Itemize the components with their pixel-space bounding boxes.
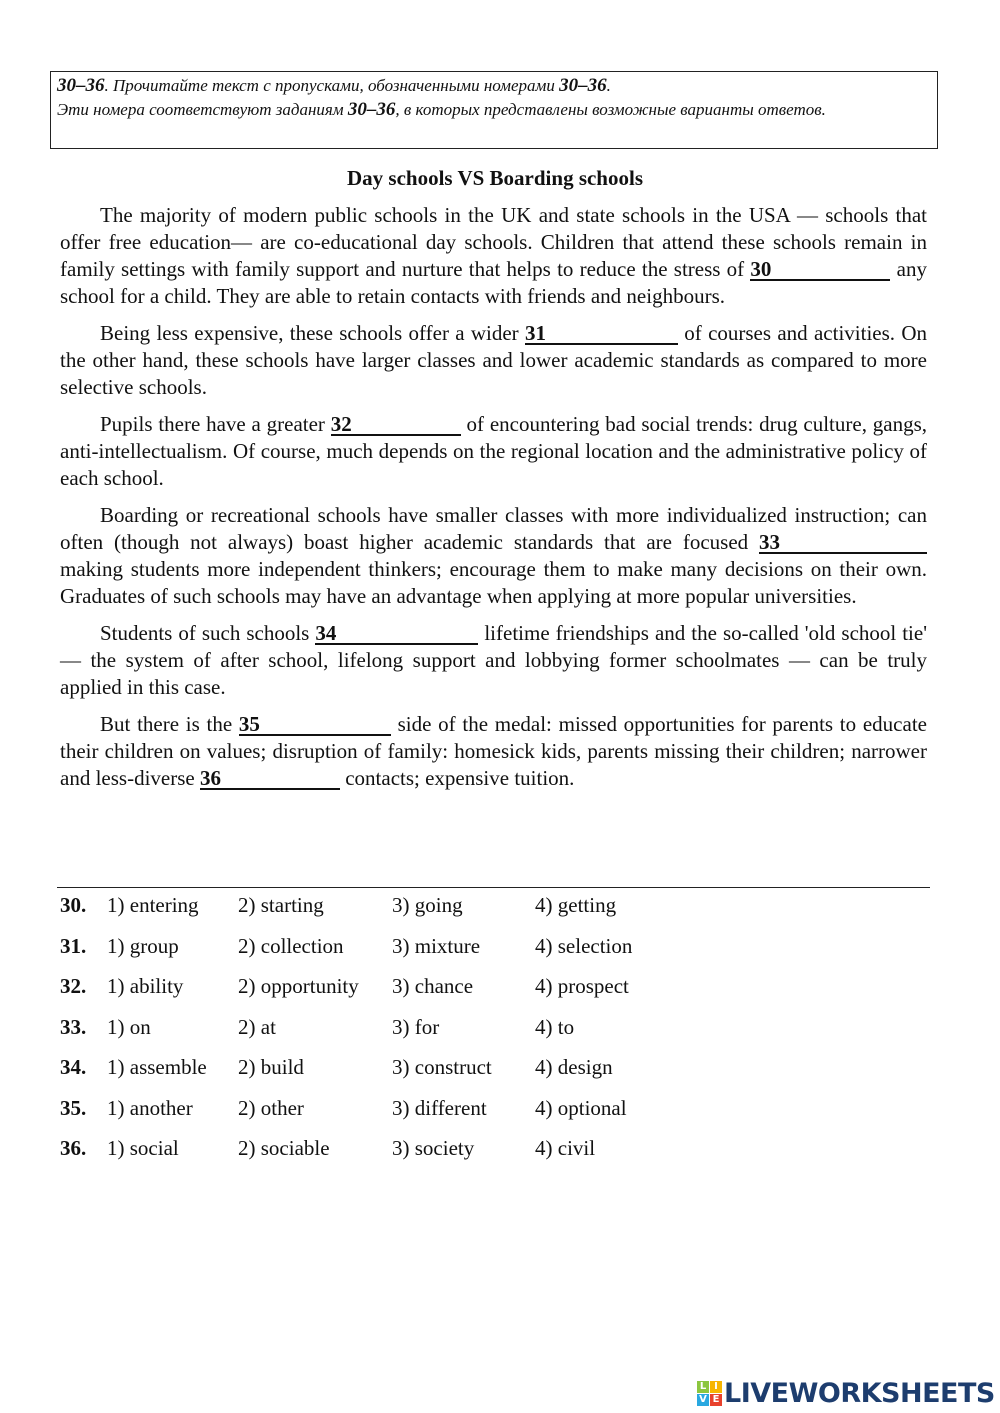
question-number: 35. (60, 1095, 87, 1120)
divider (57, 887, 930, 888)
text: Being less expensive, these schools offer a wider (100, 321, 525, 345)
option-4[interactable]: 4) optional (535, 1095, 627, 1120)
text: making students more independent thinkers; encourage them to make many decisions on their own. Graduates of such schools may have an advantage when applying at more popular universities. (60, 557, 927, 608)
option-1[interactable]: 1) entering (107, 893, 199, 917)
text: of encountering bad social trends: drug culture, gangs, anti-intellectualism. Of course, much depends on the regional location and the administrative policy of each school. (60, 412, 927, 490)
option-3[interactable]: 3) for (392, 1014, 440, 1039)
instructions-box (50, 71, 938, 149)
logo-cube: E (710, 1394, 722, 1406)
option-2[interactable]: 2) sociable (238, 1136, 330, 1160)
logo-cube: L (697, 1381, 709, 1393)
question-number: 32. (60, 974, 87, 998)
option-2[interactable]: 2) collection (238, 933, 344, 958)
question-number: 34. (60, 1055, 87, 1079)
option-1[interactable]: 1) on (107, 1014, 151, 1039)
paragraph (60, 202, 927, 310)
punct: . (606, 76, 611, 95)
option-4[interactable]: 4) design (535, 1055, 613, 1079)
gap-32-input[interactable]: 32 (331, 414, 461, 436)
text: side of the medal: missed opportunities for parents to educate their children on values; disruption of family: homesick kids, parents missing their children; narrower and less-diverse (60, 712, 927, 790)
instructions-line1: . Прочитайте текст с пропусками, обозначенными номерами (104, 76, 560, 95)
option-1[interactable]: 1) ability (107, 974, 184, 998)
paragraph (60, 711, 927, 792)
text: lifetime friendships and the so-called 'old school tie' — the system of after school, lifelong support and lobbying former schoolmates — can be truly applied in this case. (60, 621, 927, 699)
text: But there is the (100, 712, 239, 736)
range-label: 30–36 (559, 75, 607, 96)
option-1[interactable]: 1) another (107, 1095, 193, 1120)
option-1[interactable]: 1) group (107, 933, 179, 958)
range-label: 30–36 (57, 75, 105, 96)
text: any school for a child. They are able to retain contacts with friends and neighbours. (60, 257, 927, 308)
instructions-line2-end: , в которых представлены возможные варианты ответов. (395, 100, 826, 119)
option-2[interactable]: 2) other (238, 1095, 304, 1120)
gap-30-input[interactable]: 30 (750, 259, 890, 281)
logo-cube: I (710, 1381, 722, 1393)
logo-cubes-icon (697, 1381, 722, 1406)
paragraph (60, 620, 927, 701)
option-3[interactable]: 3) chance (392, 974, 474, 998)
option-1[interactable]: 1) assemble (107, 1055, 207, 1079)
question-number: 36. (60, 1136, 87, 1160)
option-4[interactable]: 4) selection (535, 933, 633, 958)
paragraph (60, 502, 927, 610)
gap-36-input[interactable]: 36 (200, 768, 340, 790)
option-2[interactable]: 2) starting (238, 893, 324, 917)
paragraph (60, 320, 927, 401)
question-number: 33. (60, 1014, 87, 1039)
option-3[interactable]: 3) society (392, 1136, 475, 1160)
option-3[interactable]: 3) different (392, 1095, 487, 1120)
gap-35-input[interactable]: 35 (239, 714, 391, 736)
liveworksheets-logo (697, 1378, 995, 1409)
page-title: Day schools VS Boarding schools (346, 166, 643, 190)
option-4[interactable]: 4) civil (535, 1136, 596, 1160)
option-3[interactable]: 3) mixture (392, 933, 481, 958)
option-2[interactable]: 2) opportunity (238, 974, 359, 998)
gap-33-input[interactable]: 33 (759, 532, 927, 554)
option-4[interactable]: 4) prospect (535, 974, 629, 998)
range-label: 30–36 (347, 99, 396, 120)
logo-cube: V (697, 1394, 709, 1406)
option-4[interactable]: 4) getting (535, 893, 617, 917)
option-3[interactable]: 3) going (392, 893, 463, 917)
text: Boarding or recreational schools have smaller classes with more individualized instruction; can often (though not always) boast higher academic standards that are focused (60, 503, 927, 554)
text: contacts; expensive tuition. (339, 766, 575, 790)
text: The majority of modern public schools in the UK and state schools in the USA — schools that offer free education— are co-educational day schools. Children that attend these schools remain in family settings with family support and nurture that helps to reduce the stress of (60, 203, 927, 281)
text: Students of such schools (100, 621, 316, 645)
option-4[interactable]: 4) to (535, 1014, 575, 1039)
gap-34-input[interactable]: 34 (315, 623, 478, 645)
question-number: 31. (60, 933, 87, 958)
question-number: 30. (60, 893, 87, 917)
text: of courses and activities. On the other hand, these schools have larger classes and lower academic standards as compared to more selective schools. (60, 321, 927, 399)
logo-text: LIVEWORKSHEETS (724, 1378, 995, 1409)
option-2[interactable]: 2) build (238, 1055, 304, 1079)
instructions-line2: Эти номера соответствуют заданиям (57, 100, 348, 119)
paragraph (60, 411, 927, 492)
option-2[interactable]: 2) at (238, 1014, 276, 1039)
gap-31-input[interactable]: 31 (525, 323, 678, 345)
option-1[interactable]: 1) social (107, 1136, 179, 1160)
text: Pupils there have a greater (100, 412, 331, 436)
option-3[interactable]: 3) construct (392, 1055, 492, 1079)
passage (60, 202, 927, 802)
